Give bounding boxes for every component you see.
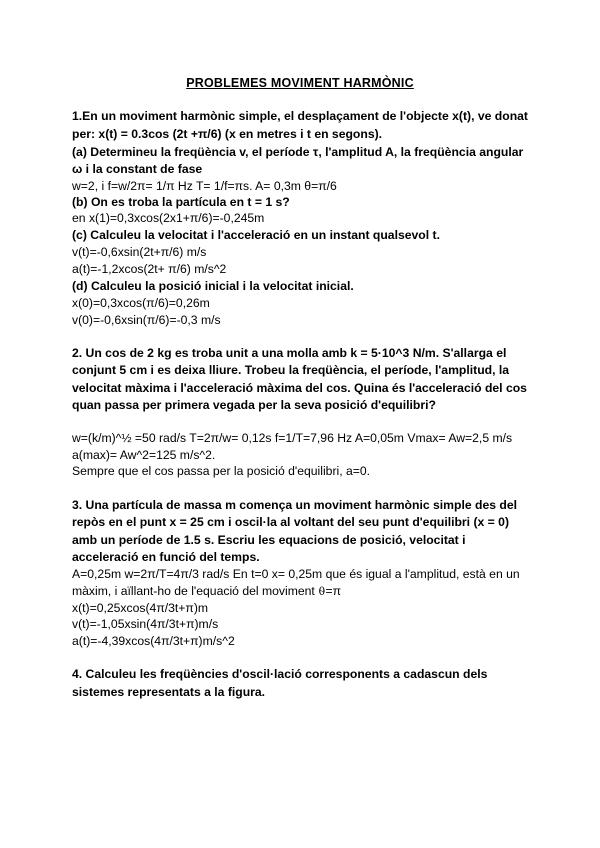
problem-1-part-b-answer: en x(1)=0,3xcos(2x1+π/6)=-0,245m <box>72 211 265 225</box>
problem-2-answer-line-2: a(max)= Aw^2=125 m/s^2. <box>72 448 216 462</box>
problem-1-part-d-answer-velocity: v(0)=-0,6xsin(π/6)=-0,3 m/s <box>72 313 221 327</box>
problem-1-part-d: (d) Calculeu la posició inicial i la velocitat inicial. <box>72 279 354 293</box>
problem-3-statement-line-1: 3. Una partícula de massa m comença un moviment harmònic simple des del <box>72 498 517 512</box>
problem-3-answer-acceleration: a(t)=-4,39xcos(4π/3t+π)m/s^2 <box>72 634 235 648</box>
problem-1-part-c-answer-velocity: v(t)=-0,6xsin(2t+π/6) m/s <box>72 245 207 259</box>
problem-1-part-c-answer-acceleration: a(t)=-1,2xcos(2t+ π/6) m/s^2 <box>72 262 227 276</box>
problem-2-statement-line-1: 2. Un cos de 2 kg es troba unit a una molla amb k = 5·10^3 N/m. S'allarga el <box>72 346 507 360</box>
problem-3-statement-line-2: repòs en el punt x = 25 cm i oscil·la al voltant del seu punt d'equilibri (x = 0) <box>72 515 510 529</box>
problem-2-statement-line-4: quan passa per primera vegada per la seva posició d'equilibri? <box>72 398 436 412</box>
problem-3-answer-line-2: màxim, i aïllant-ho de l'equació del moviment ⍬=π <box>72 584 342 598</box>
problem-4-statement-line-1: 4. Calculeu les freqüències d'oscil·lació corresponents a cadascun dels <box>72 667 488 681</box>
problem-2-answer-line-1: w=(k/m)^½ =50 rad/s T=2π/w= 0,12s f=1/T=7,96 Hz A=0,05m Vmax= Aw=2,5 m/s <box>72 431 513 445</box>
problem-1-part-a-answer: w=2, i f=w/2π= 1/π Hz T= 1/f=πs. A= 0,3m θ=π/6 <box>72 179 337 193</box>
problem-3-statement-line-3: amb un període de 1.5 s. Escriu les equacions de posició, velocitat i <box>72 533 466 547</box>
problem-1-statement-line-2: per: x(t) = 0.3cos (2t +π/6) (x en metres i t en segons). <box>72 127 383 141</box>
problem-1-part-a-line-1: (a) Determineu la freqüència v, el període τ, l'amplitud A, la freqüència angular <box>72 145 524 159</box>
problem-2-statement-line-2: conjunt 5 cm i es deixa lliure. Trobeu la freqüència, el període, l'amplitud, la <box>72 363 510 377</box>
problem-1-part-d-answer-position: x(0)=0,3xcos(π/6)=0,26m <box>72 296 210 310</box>
problem-1-part-a-line-2: ω i la constant de fase <box>72 162 203 176</box>
problem-1-part-b: (b) On es troba la partícula en t = 1 s? <box>72 195 290 209</box>
document-title: PROBLEMES MOVIMENT HARMÒNIC <box>186 76 414 90</box>
problem-1-part-c: (c) Calculeu la velocitat i l'acceleració en un instant qualsevol t. <box>72 228 440 242</box>
problem-2-answer-line-3: Sempre que el cos passa per la posició d'equilibri, a=0. <box>72 464 371 478</box>
problem-1-statement-line-1: 1.En un moviment harmònic simple, el desplaçament de l'objecte x(t), ve donat <box>72 109 528 123</box>
problem-3-statement-line-4: acceleració en funció del temps. <box>72 550 260 564</box>
problem-3-answer-position: x(t)=0,25xcos(4π/3t+π)m <box>72 601 209 615</box>
problem-4-statement-line-2: sistemes representats a la figura. <box>72 685 266 699</box>
problem-2-statement-line-3: velocitat màxima i l'acceleració màxima del cos. Quina és l'acceleració del cos <box>72 381 527 395</box>
problem-3-answer-velocity: v(t)=-1,05xsin(4π/3t+π)m/s <box>72 617 219 631</box>
problem-3-answer-line-1: A=0,25m w=2π/T=4π/3 rad/s En t=0 x= 0,25m que és igual a l'amplitud, està en un <box>72 567 520 581</box>
